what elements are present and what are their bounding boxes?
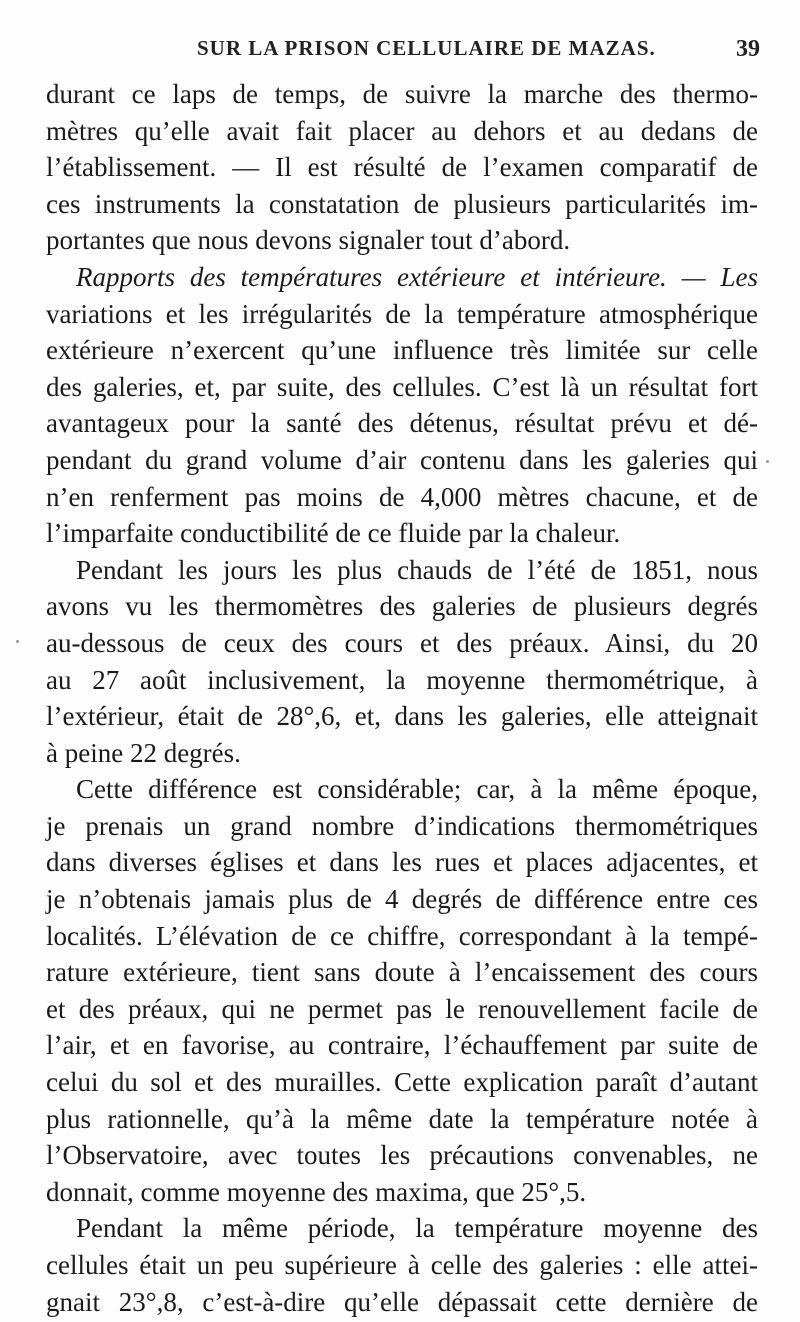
- page-number: 39: [736, 36, 760, 62]
- margin-speck: [766, 460, 769, 463]
- text-line: je prenais un grand nombre d’indications thermométriques: [46, 810, 758, 841]
- text-line: et des préaux, qui ne permet pas le renouvellement facile de: [46, 993, 758, 1024]
- text-line: cellules était un peu supérieure à celle des galeries : elle attei-: [46, 1250, 758, 1280]
- text-line: pendant du grand volume d’air contenu dans les galeries qui: [46, 444, 758, 475]
- text-line: Pendant la même période, la température moyenne des: [76, 1213, 758, 1244]
- text-line: avantageux pour la santé des détenus, résultat prévu et dé-: [46, 408, 758, 439]
- body-text: [46, 76, 758, 1320]
- text-line: au 27 août inclusivement, la moyenne thermométrique, à: [46, 664, 758, 695]
- text-line: l’établissement. — Il est résulté de l’examen comparatif de: [46, 152, 758, 183]
- text-line: durant ce laps de temps, de suivre la marche des thermo-: [46, 79, 758, 109]
- text-line: au-dessous de ceux des cours et des préaux. Ainsi, du 20: [46, 627, 758, 658]
- text-line: à peine 22 degrés.: [46, 737, 241, 768]
- text-line: l’Observatoire, avec toutes les précautions convenables, ne: [46, 1140, 758, 1171]
- text-line: gnait 23°,8, c’est-à-dire qu’elle dépassait cette dernière de: [46, 1286, 758, 1317]
- text-line: des galeries, et, par suite, des cellules. C’est là un résultat fort: [46, 371, 758, 402]
- text-line: rature extérieure, tient sans doute à l’encaissement des cours: [46, 957, 758, 988]
- margin-speck: [16, 640, 19, 643]
- text-line: donnait, comme moyenne des maxima, que 25°,5.: [46, 1176, 587, 1207]
- text-line: Rapports des températures extérieure et intérieure. — Les: [76, 261, 758, 292]
- running-head: [42, 36, 760, 66]
- text-line: Pendant les jours les plus chauds de l’été de 1851, nous: [76, 554, 758, 585]
- text-line: ces instruments la constatation de plusieurs particularités im-: [46, 188, 758, 219]
- text-line: localités. L’élévation de ce chiffre, correspondant à la tempé-: [46, 920, 758, 951]
- text-line: portantes que nous devons signaler tout d’abord.: [46, 225, 571, 256]
- text-line: mètres qu’elle avait fait placer au dehors et au dedans de: [46, 115, 758, 146]
- text-line: l’imparfaite conductibilité de ce fluide par la chaleur.: [46, 518, 621, 549]
- text-line: Cette différence est considérable; car, à la même époque,: [76, 774, 758, 805]
- text-line: plus rationnelle, qu’à la même date la température notée à: [46, 1103, 758, 1134]
- text-line: avons vu les thermomètres des galeries de plusieurs degrés: [46, 591, 758, 622]
- text-line: l’air, et en favorise, au contraire, l’échauffement par suite de: [46, 1030, 758, 1061]
- running-head-title: SUR LA PRISON CELLULAIRE DE MAZAS.: [197, 36, 656, 60]
- text-line: variations et les irrégularités de la température atmosphérique: [46, 298, 758, 329]
- text-line: l’extérieur, était de 28°,6, et, dans les galeries, elle atteignait: [46, 701, 758, 732]
- text-line: celui du sol et des murailles. Cette explication paraît d’autant: [46, 1067, 758, 1098]
- text-line: n’en renferment pas moins de 4,000 mètres chacune, et de: [46, 481, 758, 512]
- text-line: dans diverses églises et dans les rues et places adjacentes, et: [46, 847, 758, 878]
- text-line: je n’obtenais jamais plus de 4 degrés de différence entre ces: [46, 884, 758, 915]
- text-line: extérieure n’exercent qu’une influence très limitée sur celle: [46, 335, 758, 366]
